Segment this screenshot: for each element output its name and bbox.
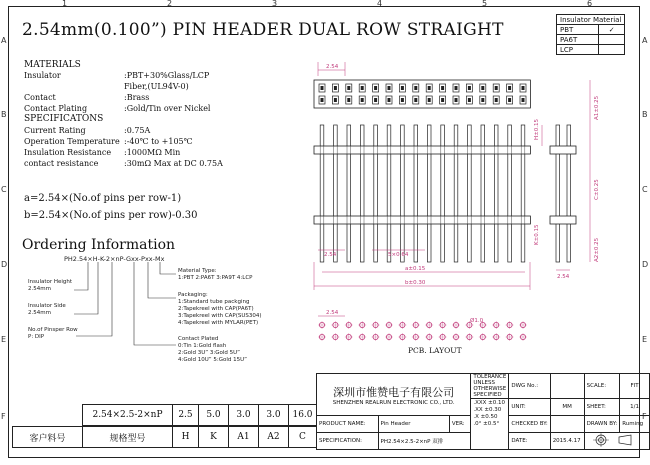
top-view-pin-center [321,98,324,102]
top-view-pin-center [481,98,484,102]
insulator-material-header: Insulator Material [557,15,625,25]
spec-value: PH2.54×2.5-2×nP 双排 [378,433,471,450]
top-view-pin-center [495,98,498,102]
insulator-option-label: LCP [557,45,599,55]
edge-mark-top-5: 5 [482,0,488,8]
top-view-pin-center [495,86,498,90]
edge-mark-side-e: E [1,335,7,344]
company-name-en: SHENZHEN REALRUN ELECTRONIC CO., LTD. [332,399,455,406]
top-view-pin-center [441,86,444,90]
formula-b: b=2.54×(No.of pins per row)-0.30 [24,210,198,221]
projection-symbol-cell [584,433,649,450]
top-view-pin-center [508,86,511,90]
materials-label: Contact [24,93,56,102]
dim-pitch-bottom-label: 2.54 [324,252,337,258]
dim-side-h-label: H±0.15 [534,119,540,140]
date-value: 2015.4.17 [550,433,584,450]
dim-side-bot-label: A2±0.25 [594,237,600,262]
dim-pitch-label: 2.54 [326,64,339,70]
spec-label: Operation Temperature [24,137,120,146]
dim-side-mid-label: C±0.25 [594,179,600,200]
dim-width-label: 5×0.64 [388,252,409,258]
tolerance-values: .XXX ±0.10 .XX ±0.30 .X ±0.50 .0° ±0.5° [471,399,509,450]
ordering-packaging: Packaging: 1:Standard tube packging 2:Tapekreel with CAP(PA6T) 3:Tapekreel with CAP(SUS304) 4:Tapekreel with MYLAR(PET) [178,292,262,326]
materials-value: Fiber,(UL94V-0) [124,82,189,91]
company-name-cn: 深圳市惟赞电子有限公司 [333,385,455,399]
bom-table [82,404,317,426]
top-view-pin-center [347,86,350,90]
dim-pcb-hole-label: Ø1.0 [470,318,484,324]
front-view-pin [347,125,351,262]
front-view-pin [374,125,378,262]
front-view-pin [441,125,445,262]
top-view-pin-center [414,98,417,102]
ver-label: VER: [449,416,470,433]
top-view-pin-center [522,86,525,90]
top-view-pin-center [361,86,364,90]
tolerance-label: TOLERANCE UNLESS OTHERWISE SPECIFIED [471,374,509,399]
insulator-option-label: PBT [557,25,599,35]
materials-value: :PBT+30%Glass/LCP [124,71,210,80]
top-view-pin-center [468,86,471,90]
ordering-material-type: Material Type: 1:PBT 2:PA6T 3:PA9T 4:LCP [178,268,253,281]
top-view-pin-center [441,98,444,102]
sheet-label: SHEET: [584,399,620,416]
materials-heading: MATERIALS [24,60,81,70]
side-view-pin [567,125,571,262]
top-view-pin-center [347,98,350,102]
dim-a-label: a±0.15 [405,266,426,272]
projection-symbol-icon [587,433,643,447]
ordering-title: Ordering Information [22,237,176,253]
bom-header: A2 [259,427,289,448]
side-view-pin [556,125,560,262]
bom-cell: 3.0 [259,405,289,426]
front-view-pin [334,125,338,262]
date-label: DATE: [509,433,550,450]
front-view-pin [414,125,418,262]
front-view-pin [454,125,458,262]
edge-mark-top-1: 1 [62,0,68,8]
front-view-pin [494,125,498,262]
materials-label: Insulator [24,71,61,80]
top-view-pin-center [388,98,391,102]
checked-value [550,416,584,433]
sheet-value: 1/1 [620,399,650,416]
spec-label: Insulation Resistance [24,148,112,157]
edge-mark-top-3: 3 [272,0,278,8]
spec-value: :0.75A [124,126,151,135]
materials-value: :Brass [124,93,150,102]
ordering-contact-plated: Contact Plated 0:Tin 1:Gold flash 2:Gold 3U” 3:Gold 5U” 4:Gold 10U” 5:Gold 15U” [178,336,247,363]
side-view-housing-upper [550,146,576,154]
top-view-pin-center [334,86,337,90]
bom-header: K [199,427,229,448]
bom-header: C [289,427,317,448]
ordering-code: PH2.54×H-K-2×nP-Gxx-Pxx-Mx [64,255,165,263]
bom-header: A1 [229,427,259,448]
edge-mark-side-b: B [1,110,7,119]
bom-cell: 5.0 [199,405,229,426]
product-value: Pin Header [378,416,449,433]
edge-mark-side-f-right: F [642,412,647,421]
top-view-pin-center [388,86,391,90]
edge-mark-side-e-right: E [642,335,648,344]
front-view-pin [468,125,472,262]
unit-value: MM [550,399,584,416]
materials-label: Contact Plating [24,104,88,113]
spec-label: Current Rating [24,126,86,135]
top-view-pin-center [374,86,377,90]
edge-mark-side-a-right: A [642,36,648,45]
page-title: 2.54mm(0.100”) PIN HEADER DUAL ROW STRAIGHT [22,20,504,40]
bom-header: H [173,427,199,448]
spec-label: SPECIFICATION: [317,433,379,450]
ordering-insulator-side: Insulator Side 2.54mm [28,303,66,316]
ordering-pins-per-row: No.of Pinsper Row P: DIP [28,327,78,340]
bom-header: 客户料号 [13,427,83,448]
top-view-pin-center [468,98,471,102]
front-view-pin [427,125,431,262]
formula-a: a=2.54×(No.of pins per row-1) [24,193,182,204]
dwg-no-label: DWG No.: [509,374,550,399]
dim-side-k-label: K±0.15 [534,224,540,245]
top-view-pin-center [334,98,337,102]
top-view-pin-center [401,98,404,102]
materials-value: :Gold/Tin over Nickel [124,104,211,113]
title-block [316,373,650,450]
bom-cell: 3.0 [229,405,259,426]
pcb-layout-label: PCB. LAYOUT [408,346,462,355]
front-view-pin [481,125,485,262]
checked-label: CHECKED BY: [509,416,550,433]
edge-mark-side-c-right: C [642,185,648,194]
bom-header-table [12,426,317,448]
top-view-pin-center [321,86,324,90]
spec-value: :-40℃ to +105℃ [124,137,193,146]
edge-mark-side-f: F [1,412,6,421]
dim-pcb-pitch-label: 2.54 [326,310,339,316]
drawn-value: Ruming [620,416,650,433]
top-view-pin-center [455,98,458,102]
scale-label: SCALE: [584,374,620,399]
front-view-pin [320,125,324,262]
bom-header: 规格型号 [83,427,173,448]
company-cell [317,374,471,416]
drawn-label: DRAWN BY: [584,416,620,433]
front-view-pin [508,125,512,262]
edge-mark-side-c: C [1,185,7,194]
dim-b-label: b±0.30 [405,280,426,286]
front-view-pin [387,125,391,262]
spec-value: :30mΩ Max at DC 0.75A [124,159,223,168]
spec-value: :1000MΩ Min [124,148,181,157]
edge-mark-side-b-right: B [642,110,648,119]
dwg-no-value [550,374,584,399]
edge-mark-side-d: D [1,260,8,269]
bom-cell: 16.0 [289,405,317,426]
side-view-housing-lower [550,216,576,224]
top-view-pin-center [522,98,525,102]
front-view-pin [521,125,525,262]
top-view-pin-center [361,98,364,102]
edge-mark-top-2: 2 [167,0,173,8]
bom-cell: 2.54×2.5-2×nP [83,405,173,426]
edge-mark-top-4: 4 [377,0,383,8]
dim-side-top-label: A1±0.25 [594,95,600,120]
unit-label: UNIT: [509,399,550,416]
specifications-heading: SPECIFICATONS [24,114,104,124]
edge-mark-top-6: 6 [587,0,593,8]
top-view-pin-center [374,98,377,102]
ordering-insulator-height: Insulator Height 2.54mm [28,279,73,292]
top-view-pin-center [428,98,431,102]
top-view-pin-center [401,86,404,90]
edge-mark-side-a: A [1,36,7,45]
edge-mark-side-d-right: D [642,260,649,269]
product-label: PRODUCT NAME: [317,416,379,433]
checkmark-icon: ✓ [599,25,625,35]
top-view-pin-center [508,98,511,102]
insulator-option-label: PA6T [557,35,599,45]
top-view-pin-center [428,86,431,90]
dim-side-254-label: 2.54 [557,274,570,280]
front-view-pin [360,125,364,262]
top-view-pin-center [455,86,458,90]
spec-label: contact resistance [24,159,99,168]
top-view-pin-center [414,86,417,90]
front-view-pin [401,125,405,262]
top-view-pin-center [481,86,484,90]
scale-value: FIT [620,374,650,399]
bom-cell: 2.5 [173,405,199,426]
